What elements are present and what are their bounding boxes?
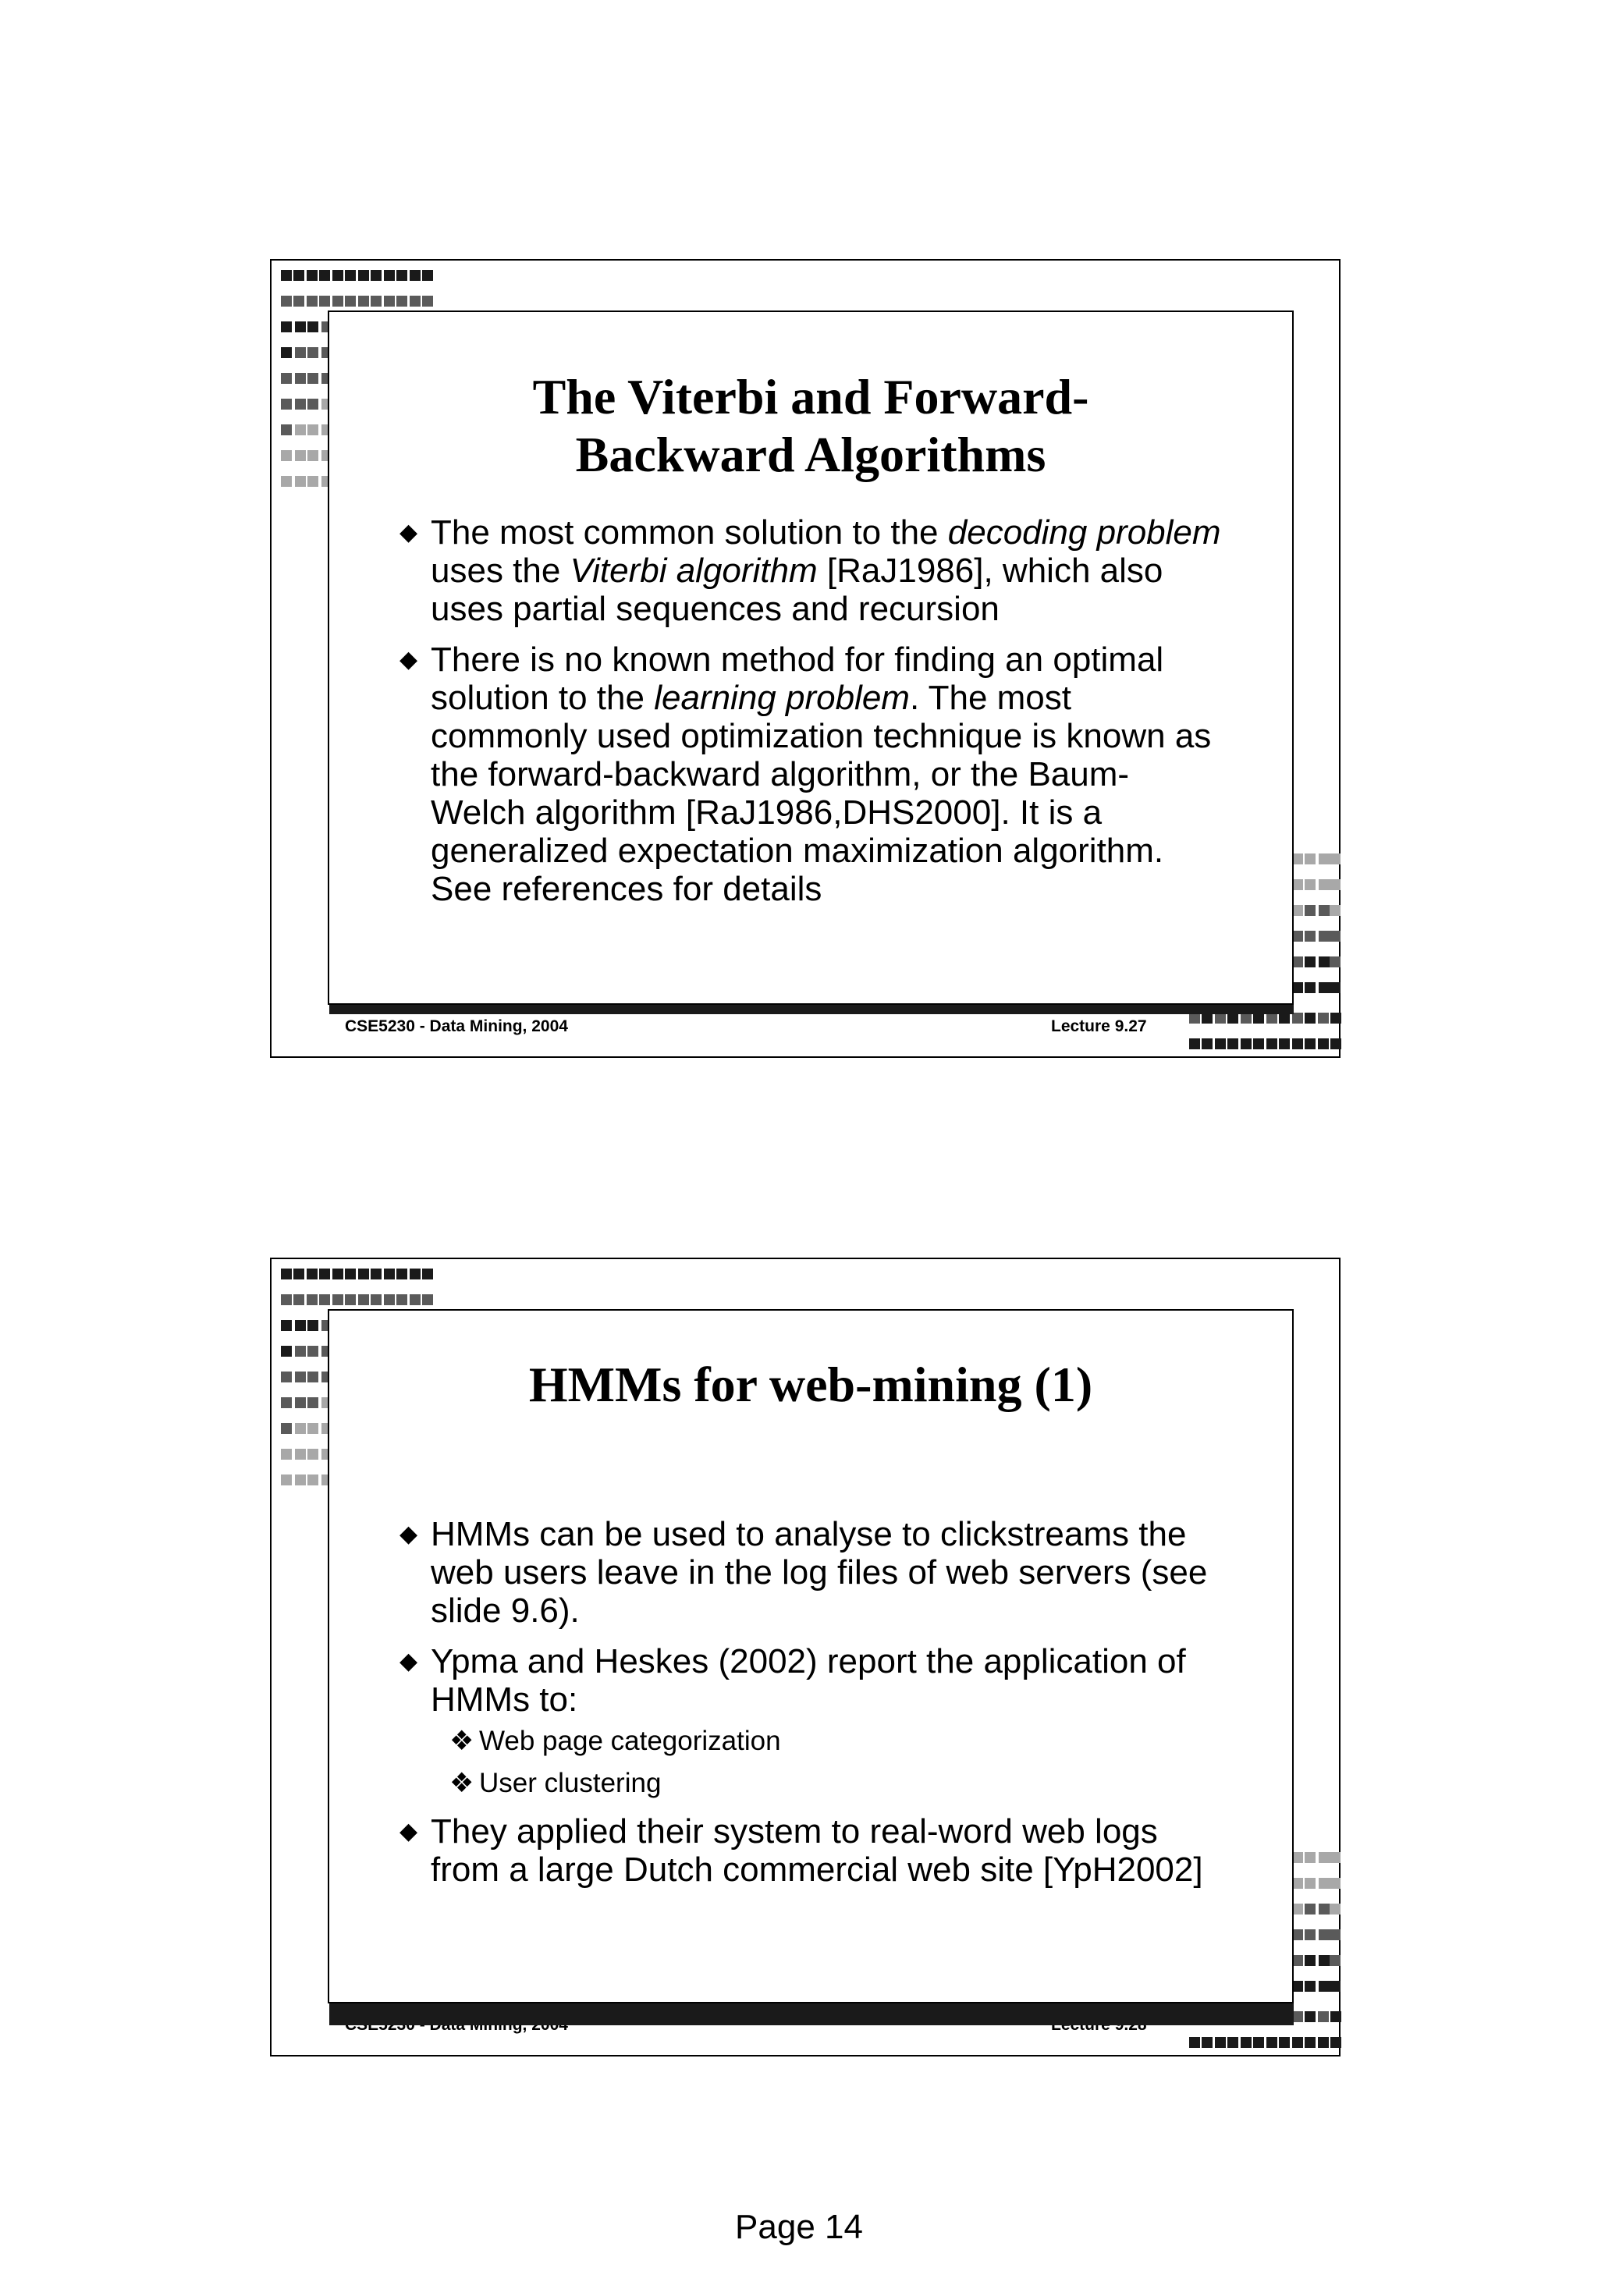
decoration-square <box>1305 1878 1316 1889</box>
decoration-square <box>1330 956 1341 967</box>
bullet-item: ◆ The most common solution to the decoding problem uses the Viterbi algorithm [RaJ1986], which also uses partial sequences and recursion <box>400 513 1222 628</box>
decoration-square <box>1215 1038 1226 1049</box>
decoration-square <box>1292 1981 1303 1992</box>
decoration-square <box>396 1294 407 1305</box>
decoration-square <box>1292 1013 1303 1024</box>
decoration-square <box>371 270 382 281</box>
decoration-square <box>1292 956 1303 967</box>
decoration-square <box>1330 1981 1341 1992</box>
decoration-square <box>384 270 395 281</box>
bullet-item: ◆ There is no known method for finding an optimal solution to the learning problem. The most commonly used optimization technique is known as the forward-backward algorithm, or the Baum-Welch algorithm [RaJ1986,DHS2000]. It is a generalized expectation maximization algorithm. See references for details <box>400 641 1222 908</box>
decoration-square <box>345 296 356 307</box>
decoration-square <box>281 1372 292 1382</box>
sub-bullet-item: ❖ Web page categorization <box>400 1723 1222 1759</box>
decoration-square <box>1305 982 1316 993</box>
decoration-square <box>410 270 421 281</box>
sub-bullet-item: ❖ User clustering <box>400 1765 1222 1801</box>
slide-title: HMMs for web-mining (1) <box>528 1357 1093 1412</box>
decoration-square <box>1330 879 1341 890</box>
decoration-square <box>1292 931 1303 942</box>
decoration-square <box>1330 2037 1341 2048</box>
decoration-square <box>1305 905 1316 916</box>
decoration-square <box>1292 1878 1303 1889</box>
decoration-square <box>384 1294 395 1305</box>
decoration-square <box>345 1269 356 1279</box>
decoration-square <box>1279 1038 1290 1049</box>
decoration-square <box>1305 1852 1316 1863</box>
decoration-square <box>384 296 395 307</box>
decoration-square <box>281 270 292 281</box>
bullet-item: ◆ They applied their system to real-word web logs from a large Dutch commercial web site [YpH2002] <box>400 1812 1222 1889</box>
decoration-square <box>1305 1955 1316 1966</box>
decoration-square <box>1292 905 1303 916</box>
decoration-square <box>1319 879 1330 890</box>
decoration-square <box>281 373 292 384</box>
decoration-square <box>422 296 433 307</box>
decoration-square <box>1330 1929 1341 1940</box>
decoration-square <box>281 321 292 332</box>
decoration-square <box>1318 1038 1329 1049</box>
decoration-square <box>1319 1852 1330 1863</box>
slide-content-frame <box>328 311 1294 1005</box>
decoration-square <box>1305 853 1316 864</box>
decoration-square <box>307 1320 318 1331</box>
decoration-square <box>1330 905 1341 916</box>
decoration-square <box>332 270 343 281</box>
decoration-square <box>1305 1981 1316 1992</box>
slide-title: The Viterbi and Forward- Backward Algorithms <box>532 369 1089 482</box>
decoration-square <box>1330 1904 1341 1915</box>
decoration-square <box>1279 2037 1290 2048</box>
decoration-square <box>1330 1038 1341 1049</box>
decoration-square <box>332 1269 343 1279</box>
decoration-square <box>1253 1013 1264 1024</box>
decoration-square <box>1292 2011 1303 2022</box>
decoration-square <box>345 1294 356 1305</box>
decoration-square <box>1227 2037 1238 2048</box>
decoration-square <box>1305 1929 1316 1940</box>
decoration-square <box>281 1320 292 1331</box>
decoration-square <box>307 1397 318 1408</box>
decoration-square <box>1319 982 1330 993</box>
decoration-square <box>307 1294 318 1305</box>
decoration-square <box>1292 1038 1303 1049</box>
decoration-square <box>281 476 292 487</box>
decoration-square <box>281 347 292 358</box>
slide-9-27 <box>270 259 1341 1058</box>
page-number: Page 14 <box>735 2208 863 2246</box>
decoration-square <box>358 1269 369 1279</box>
decoration-square <box>1292 853 1303 864</box>
decoration-square <box>410 296 421 307</box>
decoration-square <box>307 270 318 281</box>
decoration-square <box>295 1320 306 1331</box>
diamond-bullet-icon: ❖ <box>449 1768 474 1798</box>
decoration-square <box>281 1474 292 1485</box>
decoration-square <box>1292 1955 1303 1966</box>
decoration-square <box>358 1294 369 1305</box>
decoration-square <box>1292 1904 1303 1915</box>
decoration-square <box>1292 1929 1303 1940</box>
decoration-square <box>295 424 306 435</box>
decoration-square <box>295 1423 306 1434</box>
decoration-square <box>319 270 330 281</box>
decoration-square <box>1305 956 1316 967</box>
decoration-square <box>1189 1038 1200 1049</box>
decoration-square <box>293 270 304 281</box>
decoration-square <box>307 476 318 487</box>
decoration-square <box>1305 2011 1316 2022</box>
bullet-list <box>400 1515 1222 1901</box>
decoration-square <box>1202 1038 1213 1049</box>
decoration-square <box>293 296 304 307</box>
decoration-square <box>396 270 407 281</box>
decoration-square <box>1319 853 1330 864</box>
decoration-square <box>307 347 318 358</box>
decoration-square <box>307 450 318 461</box>
decoration-square <box>281 450 292 461</box>
decoration-square <box>358 296 369 307</box>
decoration-square <box>281 1423 292 1434</box>
decoration-square <box>1227 1013 1238 1024</box>
decoration-square <box>1266 2037 1277 2048</box>
decoration-square <box>1319 905 1330 916</box>
decoration-square <box>1202 1013 1213 1024</box>
decoration-square <box>422 1294 433 1305</box>
decoration-square <box>307 1269 318 1279</box>
decoration-square <box>295 1372 306 1382</box>
decoration-square <box>1189 1013 1200 1024</box>
decoration-square <box>1292 1852 1303 1863</box>
decoration-square <box>307 1449 318 1460</box>
decoration-square <box>281 296 292 307</box>
decoration-square <box>295 347 306 358</box>
decoration-square <box>1189 2037 1200 2048</box>
decoration-square <box>332 1294 343 1305</box>
decoration-square <box>307 1346 318 1357</box>
decoration-square <box>307 321 318 332</box>
decoration-square <box>1305 1038 1316 1049</box>
decoration-square <box>295 450 306 461</box>
decoration-square <box>319 1269 330 1279</box>
decoration-square <box>1330 1955 1341 1966</box>
decoration-square <box>1215 1013 1226 1024</box>
decoration-square <box>1305 2037 1316 2048</box>
decoration-square <box>1319 1981 1330 1992</box>
diamond-bullet-icon: ❖ <box>449 1726 474 1756</box>
decoration-square <box>281 1346 292 1357</box>
decoration-square <box>384 1269 395 1279</box>
slide-shadow-bar <box>329 2002 1294 2025</box>
decoration-square <box>1266 1013 1277 1024</box>
decoration-square <box>293 1269 304 1279</box>
decoration-square <box>1292 879 1303 890</box>
decoration-square <box>295 321 306 332</box>
decoration-square <box>1319 1955 1330 1966</box>
footer-course: CSE5230 - Data Mining, 2004 <box>345 1017 568 1035</box>
decoration-square <box>295 399 306 410</box>
decoration-square <box>1292 2037 1303 2048</box>
decoration-square <box>281 399 292 410</box>
decoration-square <box>295 1474 306 1485</box>
decoration-square <box>1318 1013 1329 1024</box>
decoration-square <box>1330 1878 1341 1889</box>
decoration-square <box>1241 1038 1252 1049</box>
decoration-square <box>345 270 356 281</box>
decoration-square <box>1253 2037 1264 2048</box>
decoration-square <box>295 1346 306 1357</box>
decoration-square <box>293 1294 304 1305</box>
bullet-item: ◆ Ypma and Heskes (2002) report the application of HMMs to: <box>400 1642 1222 1719</box>
decoration-square <box>1202 2037 1213 2048</box>
slide-content-frame <box>328 1309 1294 2003</box>
decoration-square <box>307 296 318 307</box>
decoration-square <box>307 373 318 384</box>
decoration-square <box>1330 853 1341 864</box>
bullet-list <box>400 513 1222 921</box>
decoration-square <box>1305 879 1316 890</box>
decoration-square <box>1266 1038 1277 1049</box>
decoration-square <box>1330 2011 1341 2022</box>
decoration-square <box>1215 2037 1226 2048</box>
bullet-item: ◆ HMMs can be used to analyse to clickstreams the web users leave in the log files of web servers (see slide 9.6). <box>400 1515 1222 1630</box>
decoration-square <box>1241 1013 1252 1024</box>
decoration-square <box>307 399 318 410</box>
decoration-square <box>307 1372 318 1382</box>
decoration-square <box>307 1474 318 1485</box>
decoration-square <box>1305 1904 1316 1915</box>
decoration-square <box>1319 956 1330 967</box>
decoration-square <box>1319 931 1330 942</box>
decoration-square <box>1253 1038 1264 1049</box>
decoration-square <box>1330 1852 1341 1863</box>
decoration-square <box>358 270 369 281</box>
decoration-square <box>1305 1013 1316 1024</box>
decoration-square <box>422 1269 433 1279</box>
decoration-square <box>1330 931 1341 942</box>
decoration-square <box>319 296 330 307</box>
decoration-square <box>1318 2011 1329 2022</box>
decoration-square <box>1319 1878 1330 1889</box>
slide-shadow-bar <box>329 1003 1294 1014</box>
decoration-square <box>332 296 343 307</box>
decoration-square <box>281 1269 292 1279</box>
decoration-square <box>371 296 382 307</box>
decoration-square <box>281 424 292 435</box>
decoration-square <box>410 1294 421 1305</box>
decoration-square <box>281 1294 292 1305</box>
decoration-square <box>319 1294 330 1305</box>
decoration-square <box>1319 1904 1330 1915</box>
decoration-square <box>410 1269 421 1279</box>
decoration-square <box>371 1269 382 1279</box>
decoration-square <box>422 270 433 281</box>
decoration-square <box>295 1449 306 1460</box>
decoration-square <box>307 424 318 435</box>
decoration-square <box>307 1423 318 1434</box>
decoration-square <box>1318 2037 1329 2048</box>
decoration-square <box>1241 2037 1252 2048</box>
decoration-square <box>371 1294 382 1305</box>
decoration-square <box>295 1397 306 1408</box>
footer-lecture-number: Lecture 9.27 <box>1051 1017 1147 1035</box>
decoration-square <box>396 1269 407 1279</box>
decoration-square <box>1227 1038 1238 1049</box>
decoration-square <box>295 476 306 487</box>
decoration-square <box>1330 1013 1341 1024</box>
decoration-square <box>396 296 407 307</box>
decoration-square <box>1292 982 1303 993</box>
decoration-square <box>1319 1929 1330 1940</box>
decoration-square <box>295 373 306 384</box>
decoration-square <box>281 1449 292 1460</box>
slide-9-28 <box>270 1258 1341 2056</box>
decoration-square <box>1305 931 1316 942</box>
decoration-square <box>281 1397 292 1408</box>
decoration-square <box>1330 982 1341 993</box>
decoration-square <box>1279 1013 1290 1024</box>
